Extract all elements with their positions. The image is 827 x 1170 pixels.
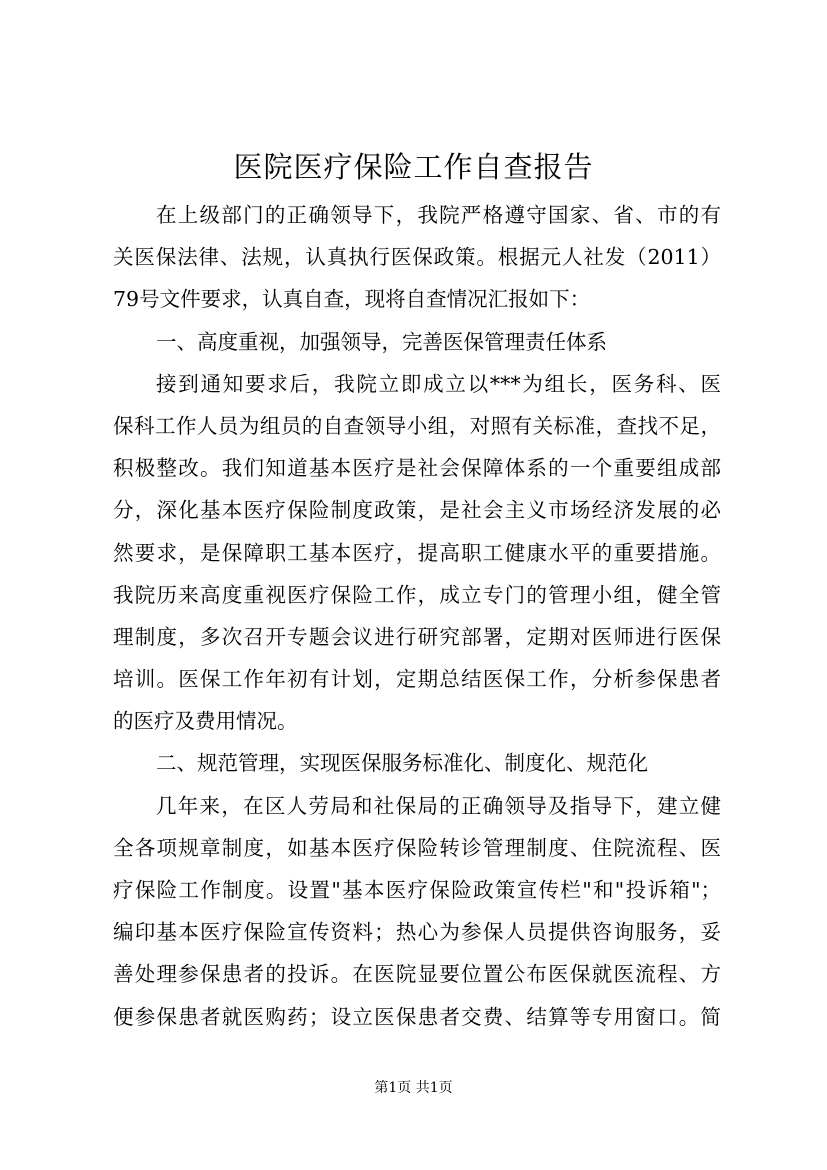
text-line: 然要求，是保障职工基本医疗，提高职工健康水平的重要措施。: [113, 540, 721, 565]
text-line: 79号文件要求，认真自查，现将自查情况汇报如下：: [113, 287, 591, 312]
document-title: 医院医疗保险工作自查报告: [233, 150, 594, 184]
text-line: 我院历来高度重视医疗保险工作，成立专门的管理小组，健全管: [113, 582, 721, 607]
text-line: 接到通知要求后，我院立即成立以***为组长，医务科、医: [156, 371, 721, 396]
section-heading-1: 一、高度重视，加强领导，完善医保管理责任体系: [156, 329, 607, 354]
text-line: 理制度，多次召开专题会议进行研究部署，定期对医师进行医保: [113, 624, 721, 649]
text-line: 几年来，在区人劳局和社保局的正确领导及指导下，建立健: [156, 793, 721, 818]
section-heading-2: 二、规范管理，实现医保服务标准化、制度化、规范化: [156, 751, 648, 776]
text-line: 的医疗及费用情况。: [113, 709, 298, 734]
text-line: 积极整改。我们知道基本医疗是社会保障体系的一个重要组成部: [113, 456, 721, 481]
text-line: 培训。医保工作年初有计划，定期总结医保工作，分析参保患者: [113, 667, 721, 692]
text-line: 编印基本医疗保险宣传资料；热心为参保人员提供咨询服务，妥: [113, 920, 721, 945]
text-line: 关医保法律、法规，认真执行医保政策。根据元人社发（2011）: [113, 245, 721, 270]
text-line: 便参保患者就医购药；设立医保患者交费、结算等专用窗口。简: [113, 1004, 721, 1029]
text-line: 疗保险工作制度。设置"基本医疗保险政策宣传栏"和"投诉箱"；: [113, 878, 721, 902]
document-body: [113, 194, 721, 1038]
text-line: 保科工作人员为组员的自查领导小组，对照有关标准，查找不足，: [113, 413, 721, 438]
text-line: 分，深化基本医疗保险制度政策，是社会主义市场经济发展的必: [113, 498, 721, 523]
text-line: 在上级部门的正确领导下，我院严格遵守国家、省、市的有: [156, 203, 721, 227]
text-line: 善处理参保患者的投诉。在医院显要位置公布医保就医流程、方: [113, 962, 721, 987]
page-number-footer: 第1页 共1页: [374, 1080, 453, 1096]
text-line: 全各项规章制度，如基本医疗保险转诊管理制度、住院流程、医: [113, 835, 721, 860]
